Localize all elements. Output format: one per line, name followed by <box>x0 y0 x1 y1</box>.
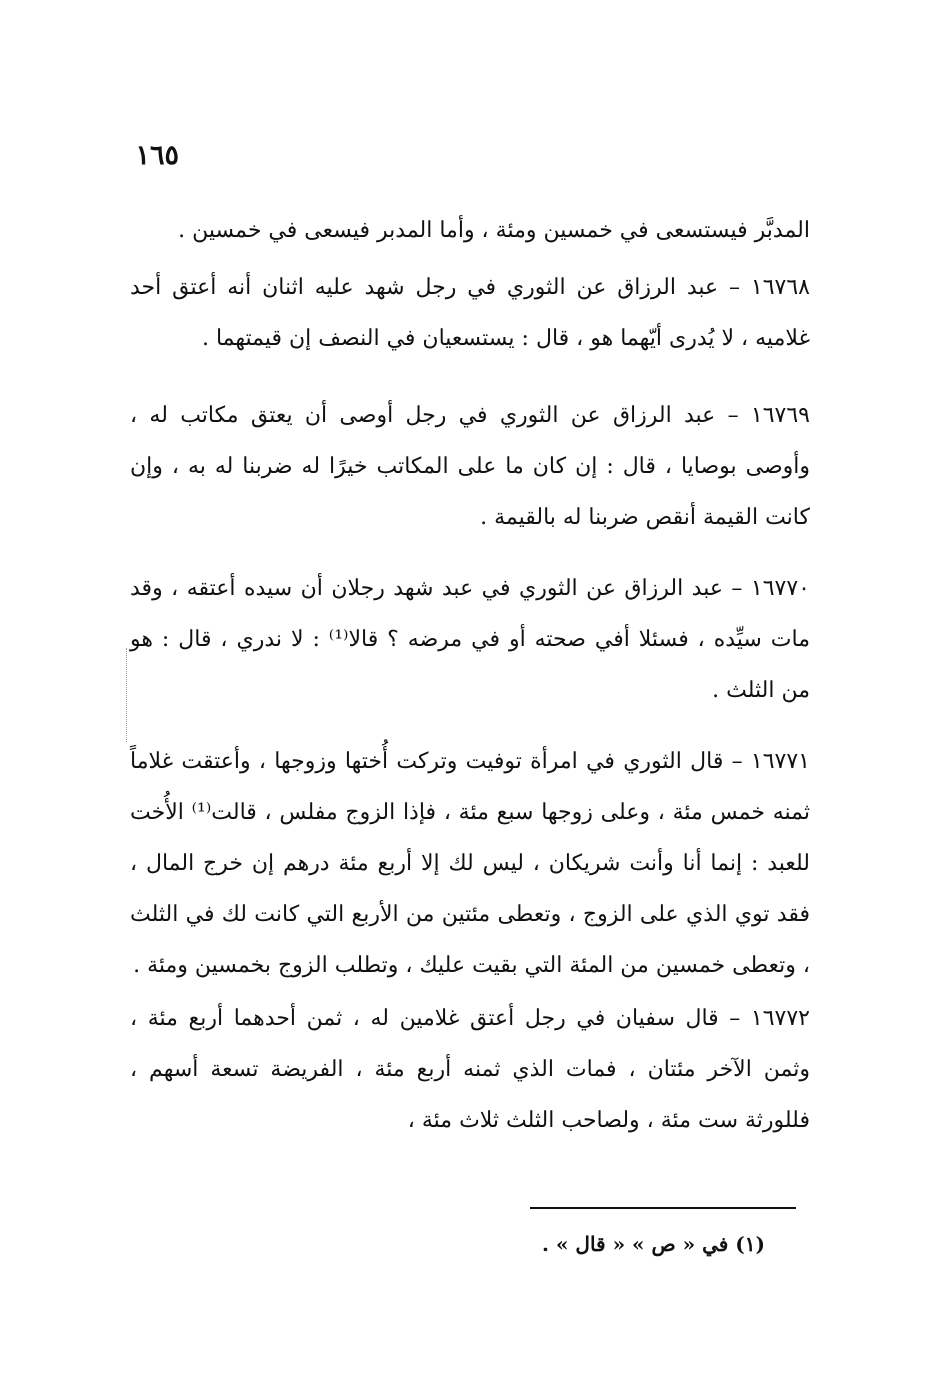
margin-scan-mark <box>126 648 127 742</box>
page-number: ١٦٥ <box>135 140 179 171</box>
footnote: (١) في « ص » « قال » . <box>542 1232 765 1256</box>
paragraph-spacer <box>130 716 810 736</box>
footnote-divider <box>530 1207 796 1209</box>
paragraph-continuation: المدبَّر فيستسعى في خمسين ومئة ، وأما المدبر فيسعى في خمسين . <box>178 218 810 243</box>
paragraph-16768: ١٦٧٦٨ – عبد الرزاق عن الثوري في رجل شهد عليه اثنان أنه أعتق أحد غلاميه ، لا يُدرى أيّهما هو ، قال : يستسعيان في النصف إن قيمتهما . <box>130 275 810 351</box>
paragraph-16772: ١٦٧٧٢ – قال سفيان في رجل أعتق غلامين له ، ثمن أحدهما أربع مئة ، وثمن الآخر مئتان ، فمات الذي ثمنه أربع مئة ، الفريضة تسعة أسهم ، فللورثة ست مئة ، ولصاحب الثلث ثلاث مئة ، <box>130 1006 810 1133</box>
paragraph-16770: ١٦٧٧٠ – عبد الرزاق عن الثوري في عبد شهد رجلان أن سيده أعتقه ، وقد مات سيِّده ، فسئلا أفي صحته أو في مرضه ؟ قالا⁽¹⁾ : لا ندري ، قال : هو من الثلث . <box>130 576 811 703</box>
paragraph-16769: ١٦٧٦٩ – عبد الرزاق عن الثوري في رجل أوصى أن يعتق مكاتب له ، وأوصى بوصايا ، قال : إن كان ما على المكاتب خيرًا له ضربنا له به ، وإن كانت القيمة أنقص ضربنا له بالقيمة . <box>130 403 810 530</box>
paragraph-spacer <box>130 543 810 563</box>
paragraph-16771: ١٦٧٧١ – قال الثوري في امرأة توفيت وتركت أُختها وزوجها ، وأعتقت غلاماً ثمنه خمس مئة ، وعلى زوجها سبع مئة ، فإذا الزوج مفلس ، قالت⁽¹⁾ الأُخت للعبد : إنما أنا وأنت شريكان ، ليس لك إلا أربع مئة درهم إن خرج المال ، فقد توي الذي على الزوج ، وتعطى مئتين من الأربع التي كانت لك في الثلث ، وتعطى خمسين من المئة التي بقيت عليك ، وتطلب الزوج بخمسين ومئة . <box>130 749 810 978</box>
paragraph-spacer <box>130 364 810 390</box>
page-body <box>130 205 810 1146</box>
